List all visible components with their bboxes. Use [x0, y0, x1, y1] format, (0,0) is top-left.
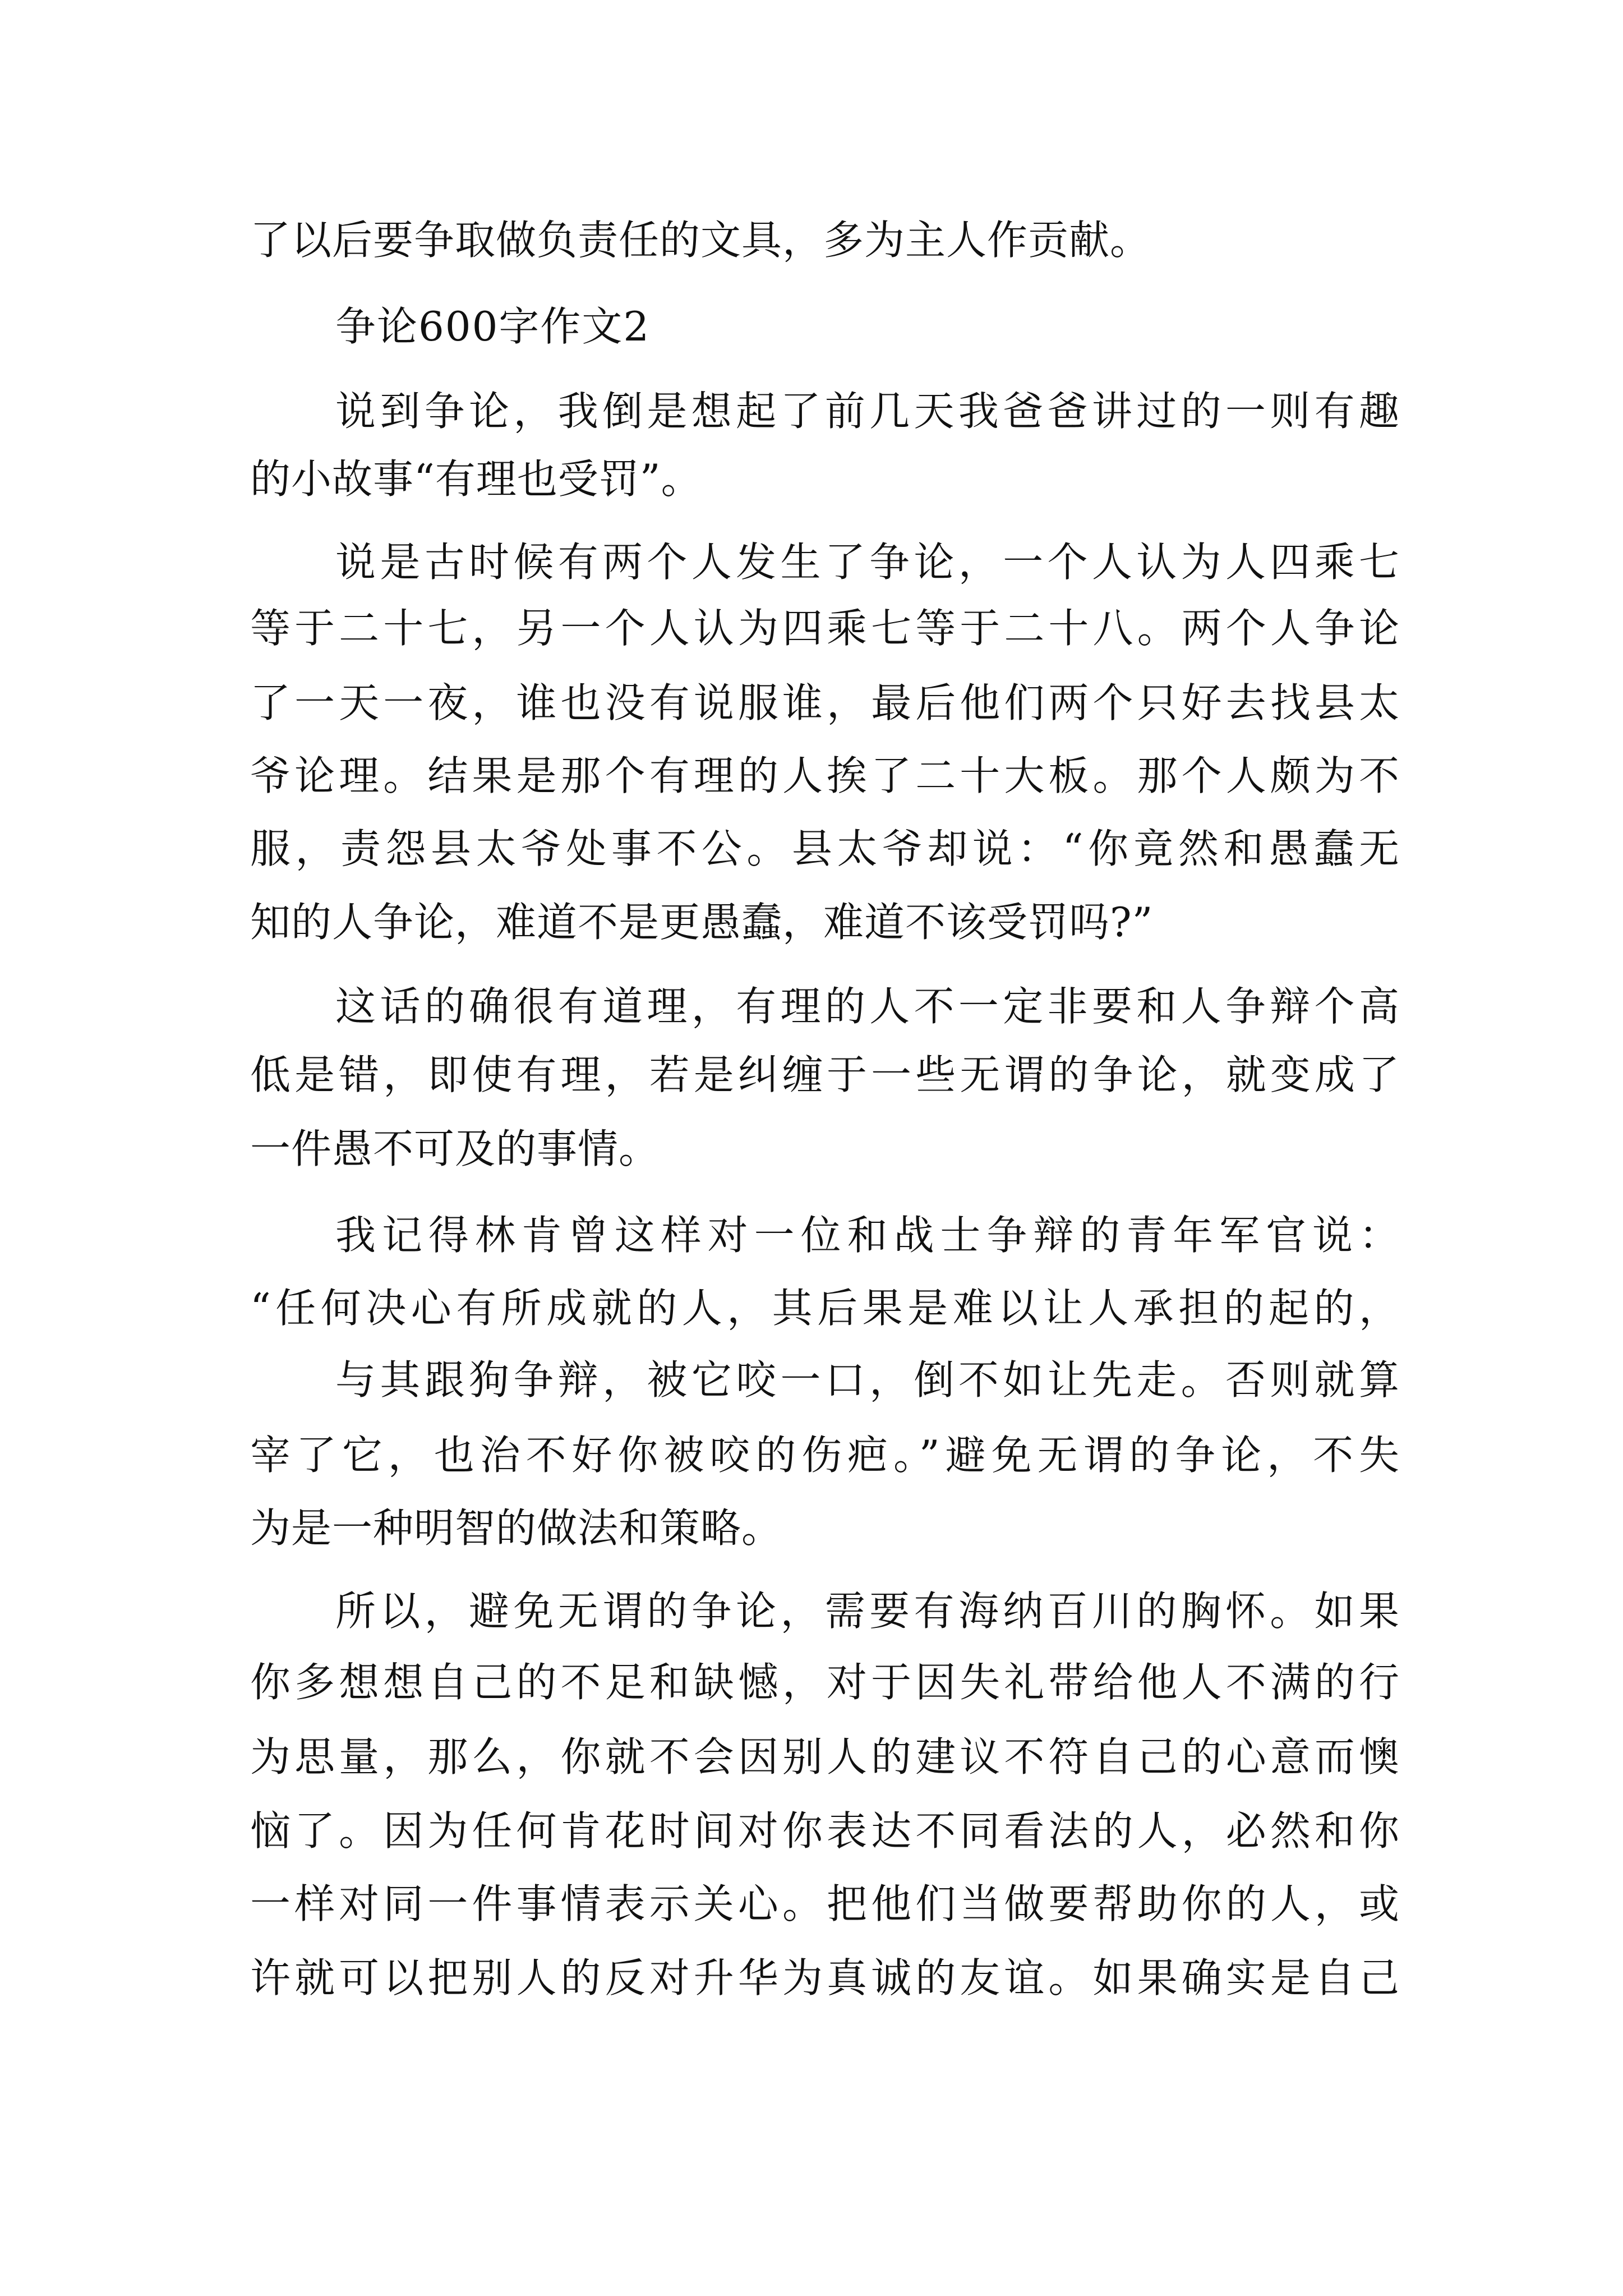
body-line: 为思量，那么，你就不会因别人的建议不符自己的心意而懊 [250, 1733, 1400, 1780]
body-line: 了以后要争取做负责任的文具，多为主人作贡献。 [250, 217, 1151, 264]
body-line: 宰了它，也治不好你被咬的伤疤。”避免无谓的争论，不失 [250, 1432, 1400, 1479]
body-line: 一样对同一件事情表示关心。把他们当做要帮助你的人，或 [250, 1880, 1400, 1927]
body-line: 低是错，即使有理，若是纠缠于一些无谓的争论，就变成了 [250, 1051, 1400, 1098]
body-line: 说到争论，我倒是想起了前几天我爸爸讲过的一则有趣 [335, 388, 1400, 435]
body-line: 知的人争论，难道不是更愚蠢，难道不该受罚吗?” [250, 899, 1154, 946]
body-line: 服，责怨县太爷处事不公。县太爷却说：“你竟然和愚蠢无 [250, 825, 1400, 872]
body-line: 了一天一夜，谁也没有说服谁，最后他们两个只好去找县太 [250, 679, 1400, 726]
body-line: 一件愚不可及的事情。 [250, 1125, 660, 1172]
body-line: 爷论理。结果是那个有理的人挨了二十大板。那个人颇为不 [250, 752, 1400, 799]
body-line: 说是古时候有两个人发生了争论，一个人认为人四乘七 [335, 539, 1400, 586]
body-line: 恼了。因为任何肯花时间对你表达不同看法的人，必然和你 [250, 1807, 1400, 1855]
body-line: 这话的确很有道理，有理的人不一定非要和人争辩个高 [335, 983, 1400, 1030]
section-heading: 争论600字作文2 [335, 303, 651, 350]
body-line: “任何决心有所成就的人，其后果是难以让人承担的起的， [250, 1285, 1400, 1332]
body-line: 等于二十七，另一个人认为四乘七等于二十八。两个人争论 [250, 605, 1400, 652]
body-line: 许就可以把别人的反对升华为真诚的友谊。如果确实是自己 [250, 1954, 1400, 2001]
body-line: 你多想想自己的不足和缺憾，对于因失礼带给他人不满的行 [250, 1659, 1400, 1706]
body-line: 与其跟狗争辩，被它咬一口，倒不如让先走。否则就算 [335, 1356, 1400, 1404]
body-line: 为是一种明智的做法和策略。 [250, 1504, 783, 1552]
body-line: 我记得林肯曾这样对一位和战士争辩的青年军官说： [335, 1212, 1400, 1259]
body-line: 的小故事“有理也受罚”。 [250, 455, 702, 503]
body-line: 所以，避免无谓的争论，需要有海纳百川的胸怀。如果 [335, 1588, 1400, 1635]
